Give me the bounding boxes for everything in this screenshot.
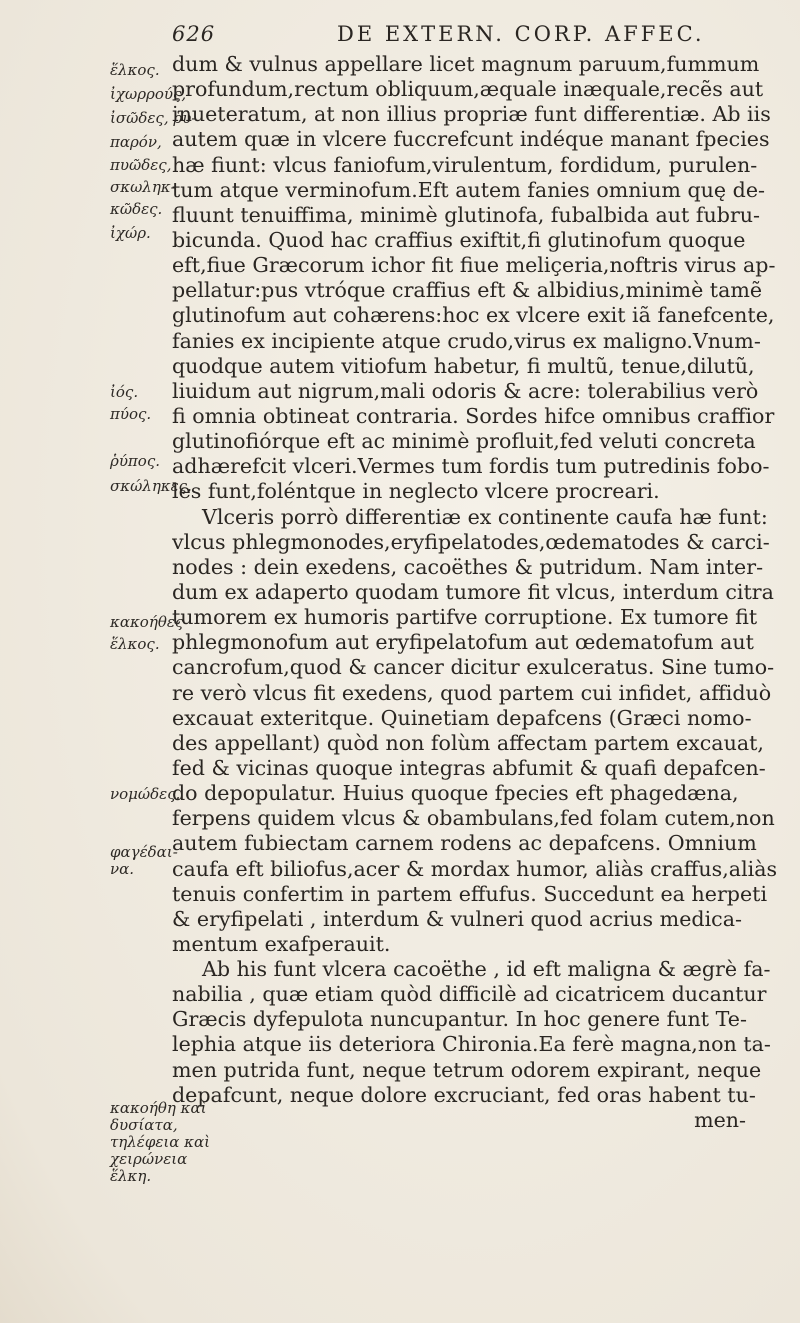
text-line: & eryfipelati , interdum & vulneri quod acrius medica- (172, 906, 742, 931)
text-line: depafcunt, neque dolore excruciant, fed oras habent tu- (172, 1082, 756, 1107)
text-line: vlcus phlegmonodes,eryfipelatodes,œdematodes & carci- (172, 529, 770, 554)
margin-note: παρόν, (110, 133, 162, 151)
text-line: nodes : dein exedens, cacoëthes & putridum. Nam inter- (172, 554, 764, 579)
text-line: caufa eft biliofus,acer & mordax humor, aliàs craffus,aliàs (172, 856, 778, 881)
text-line: cancrofum,quod & cancer dicitur exulceratus. Sine tumo- (172, 655, 775, 680)
margin-note: ῥύπος. (110, 452, 160, 470)
margin-note: νομώδες. (110, 785, 181, 803)
text-line: bicunda. Quod hac craffius exiftit,fi glutinofum quoque (172, 227, 746, 252)
text-line: fi omnia obtineat contraria. Sordes hifce omnibus craffior (172, 403, 775, 428)
text-line: excauat exteritque. Quinetiam depafcens (Græci nomo- (172, 705, 752, 730)
text-line: dum ex adaperto quodam tumore fit vlcus, interdum citra (172, 579, 774, 604)
body-text (172, 52, 786, 1133)
text-line: profundum,rectum obliquum,æquale inæquale,recẽs aut (172, 77, 764, 102)
text-line: Ab his funt vlcera cacoëthe , id eft maligna & ægrè fa- (202, 957, 771, 982)
margin-note: σκωληκ- (110, 178, 176, 196)
text-line: ferpens quidem vlcus & obambulans,fed folam cutem,non (172, 806, 775, 831)
text-line: re verò vlcus fit exedens, quod partem cui infidet, affiduò (172, 680, 772, 705)
margin-note: κακοήθη καὶ δυσίατα, τηλέφεια καὶ χειρώνεια ἕλκη. (110, 1099, 211, 1185)
text-line: fed & vicinas quoque integras abfumit & quafi depafcen- (172, 755, 766, 780)
text-line: eft,fiue Græcorum ichor fit fiue meliçeria,noftris virus ap- (172, 253, 776, 278)
text-line: inueteratum, at non illius propriæ funt differentiæ. Ab iis (172, 102, 771, 127)
text-line: nabilia , quæ etiam quòd difficilè ad cicatricem ducantur (172, 982, 767, 1007)
text-line: dum & vulnus appellare licet magnum paruum,fummum (172, 52, 760, 76)
text-line: Græcis dyfepulota nuncupantur. In hoc genere funt Te- (172, 1007, 747, 1032)
text-line: Vlceris porrò differentiæ ex continente caufa hæ funt: (202, 504, 768, 529)
margin-note: κῶδες. (110, 200, 163, 218)
text-line: quodque autem vitiofum habetur, fi multũ, tenue,dilutũ, (172, 353, 755, 378)
margin-note: κακοήθες (110, 613, 184, 631)
margin-note: ἰχωρρούς, (110, 85, 187, 103)
catchword: men- (694, 1107, 746, 1132)
text-line: tenuis confertim in partem effufus. Succedunt ea herpeti (172, 881, 768, 906)
margin-note: φαγέδαι- να. (110, 843, 178, 878)
margin-note: ἰός. (110, 383, 139, 401)
text-line: pellatur:pus vtróque craffius eft & albidius,minimè tamẽ (172, 278, 763, 303)
text-line: adhærefcit vlceri.Vermes tum fordis tum putredinis fobo- (172, 454, 770, 479)
text-line: autem quæ in vlcere fuccrefcunt indéque manant fpecies (172, 127, 770, 152)
text-line: men putrida funt, neque tetrum odorem expirant, neque (172, 1057, 762, 1082)
text-line: phlegmonofum aut eryfipelatofum aut œdematofum aut (172, 630, 754, 655)
margin-note: ἰχώρ. (110, 224, 151, 242)
text-line: glutinofum aut cohærens:hoc ex vlcere exit iã fanefcente, (172, 303, 775, 328)
margin-note: σκώληκες. (110, 477, 192, 495)
running-title: DE EXTERN. CORP. AFFEC. (337, 22, 705, 46)
text-line: autem fubiectam carnem rodens ac depafcens. Omnium (172, 831, 757, 856)
text-line: fanies ex incipiente atque crudo,virus ex maligno.Vnum- (172, 328, 761, 353)
text-line: les funt,foléntque in neglecto vlcere procreari. (172, 479, 660, 504)
text-line: tum atque verminofum.Eft autem fanies omnium quę de- (172, 177, 765, 202)
text-line: do depopulatur. Huius quoque fpecies eft phagedæna, (172, 781, 739, 806)
text-line: liuidum aut nigrum,mali odoris & acre: tolerabilius verò (172, 378, 759, 403)
text-line: lephia atque iis deteriora Chironia.Ea ferè magna,non ta- (172, 1032, 771, 1057)
text-line: mentum exafperauit. (172, 931, 391, 956)
text-line: tumorem ex humoris partifve corruptione. Ex tumore fit (172, 605, 758, 630)
margin-note: ἕλκος. (110, 61, 160, 79)
text-line: des appellant) quòd non folùm affectam partem excauat, (172, 730, 764, 755)
margin-note: πυῶδες, (110, 156, 172, 174)
margin-note: ἕλκος. (110, 635, 160, 653)
page-number: 626 (172, 22, 216, 46)
text-line: glutinofiórque eft ac minimè profluit,fed veluti concreta (172, 429, 756, 454)
margin-note: ἰσῶδες, ῥυ- (110, 109, 197, 127)
margin-note: πύος. (110, 405, 152, 423)
text-line: hæ fiunt: vlcus faniofum,virulentum, fordidum, purulen- (172, 152, 758, 177)
text-line: fluunt tenuiffima, minimè glutinofa, fubalbida aut fubru- (172, 202, 761, 227)
